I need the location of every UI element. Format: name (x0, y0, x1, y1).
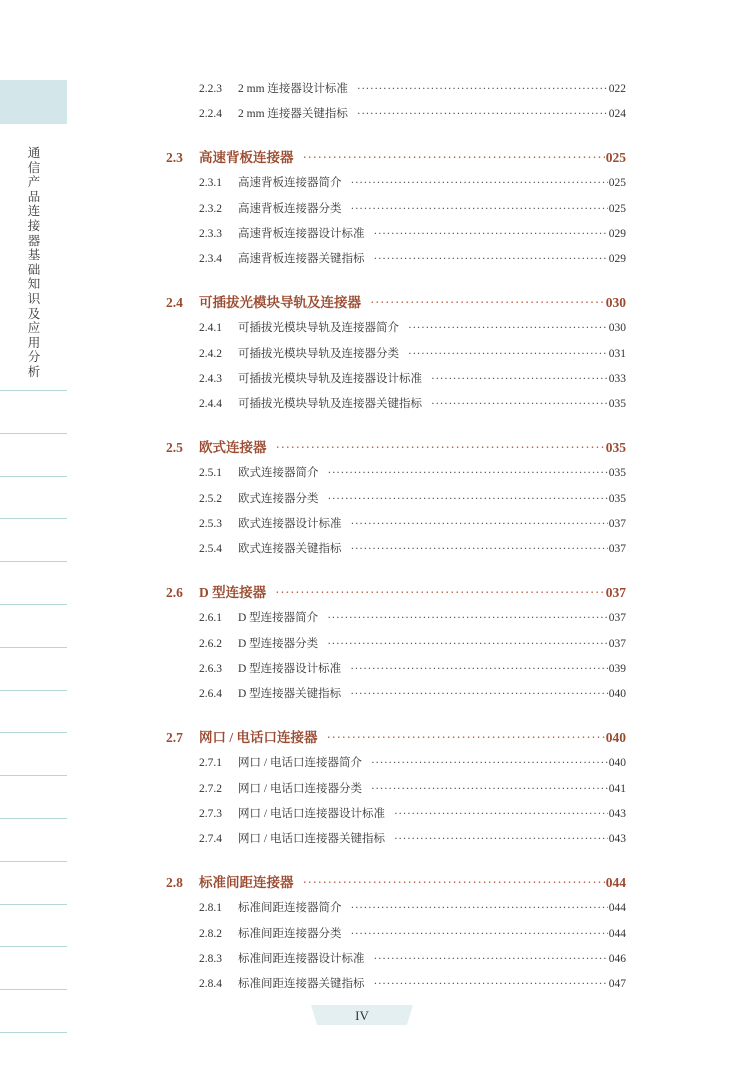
toc-entry-title: 高速背板连接器简介 (238, 177, 342, 190)
dot-leader (374, 228, 608, 240)
toc-entry-number: 2.4.2 (199, 347, 222, 360)
toc-entry-page: 035 (608, 398, 626, 411)
dot-leader (374, 953, 608, 965)
toc-entry-page: 035 (608, 467, 626, 480)
toc-entry-page: 035 (608, 492, 626, 505)
toc-section-entry (166, 291, 626, 311)
toc-subsection-entry (199, 345, 626, 361)
toc-entry-title: 高速背板连接器设计标准 (238, 228, 365, 240)
toc-subsection-entry (199, 975, 626, 991)
dot-leader (350, 688, 608, 700)
toc-entry-page: 044 (608, 927, 626, 940)
toc-section-entry (166, 581, 626, 601)
toc-entry-title: 网口 / 电话口连接器关键指标 (238, 833, 385, 846)
toc-entry-page: 039 (608, 663, 626, 675)
dot-leader (431, 398, 608, 410)
toc-entry-number: 2.3.4 (199, 253, 222, 266)
toc-entry-number: 2.8 (166, 874, 183, 890)
toc-entry-title: 高速背板连接器分类 (238, 202, 342, 215)
dot-leader (408, 322, 608, 334)
toc-subsection-entry (199, 609, 626, 625)
dot-leader (357, 83, 608, 95)
toc-entry-number: 2.5 (166, 439, 183, 455)
toc-entry-number: 2.6.3 (199, 663, 222, 675)
toc-subsection-entry (199, 780, 626, 796)
dot-leader (303, 150, 605, 166)
toc-entry-title: D 型连接器简介 (238, 612, 319, 625)
toc-entry-page: 040 (608, 757, 626, 770)
toc-entry-page: 044 (605, 874, 626, 890)
toc-entry-page: 040 (608, 688, 626, 701)
toc-entry-page: 024 (608, 108, 626, 121)
toc-entry-title: 标准间距连接器分类 (238, 927, 342, 940)
toc-entry-title: 标准间距连接器 (199, 874, 294, 890)
toc-subsection-entry (199, 899, 626, 915)
toc-entry-number: 2.6.4 (199, 688, 222, 701)
toc-entry-page: 029 (608, 228, 626, 240)
toc-entry-title: 可插拔光模块导轨及连接器设计标准 (238, 373, 422, 385)
toc-entry-page: 037 (608, 612, 626, 625)
dot-leader (408, 348, 608, 360)
toc-subsection-entry (199, 225, 626, 241)
toc-entry-number: 2.8.4 (199, 978, 222, 991)
toc-subsection-entry (199, 395, 626, 411)
dot-leader (351, 203, 608, 215)
toc-entry-number: 2.2.3 (199, 83, 222, 95)
toc-entry-page: 037 (608, 518, 626, 530)
toc-entry-title: 网口 / 电话口连接器简介 (238, 757, 362, 770)
dot-leader (351, 928, 608, 940)
toc-entry-number: 2.2.4 (199, 108, 222, 121)
toc-subsection-entry (199, 105, 626, 121)
toc-entry-page: 037 (608, 637, 626, 650)
toc-entry-page: 046 (608, 953, 626, 965)
toc-entry-number: 2.4.3 (199, 373, 222, 385)
toc-subsection-entry (199, 635, 626, 651)
toc-entry-page: 029 (608, 253, 626, 266)
toc-entry-number: 2.3.2 (199, 202, 222, 215)
toc-entry-title: 可插拔光模块导轨及连接器关键指标 (238, 398, 422, 411)
toc-entry-title: 可插拔光模块导轨及连接器分类 (238, 347, 399, 360)
page-number: IV (355, 1008, 369, 1023)
toc-subsection-entry (199, 200, 626, 216)
toc-entry-title: D 型连接器分类 (238, 637, 319, 650)
toc-subsection-entry (199, 174, 626, 190)
toc-entry-title: 高速背板连接器 (199, 149, 294, 165)
toc-subsection-entry (199, 319, 626, 335)
toc-entry-page: 025 (608, 202, 626, 215)
toc-entry-page: 047 (608, 978, 626, 991)
toc-entry-title: 欧式连接器简介 (238, 467, 319, 480)
dot-leader (371, 757, 608, 769)
toc-subsection-entry (199, 754, 626, 770)
dot-leader (357, 108, 608, 120)
dot-leader (351, 177, 608, 189)
toc-entry-title: 2 mm 连接器设计标准 (238, 83, 348, 95)
sidebar-book-title: 通信产品连接器基础知识及应用分析 (27, 145, 41, 379)
toc-entry-number: 2.3.1 (199, 177, 222, 190)
toc-subsection-entry (199, 370, 626, 386)
dot-leader (351, 902, 608, 914)
toc-subsection-entry (199, 685, 626, 701)
toc-entry-title: 网口 / 电话口连接器分类 (238, 782, 362, 795)
toc-entry-number: 2.5.2 (199, 492, 222, 505)
toc-entry-number: 2.4.4 (199, 398, 222, 411)
toc-entry-title: 标准间距连接器简介 (238, 902, 342, 915)
toc-section-entry (166, 436, 626, 456)
dot-leader (328, 493, 608, 505)
dot-leader (303, 875, 605, 891)
toc-entry-title: 2 mm 连接器关键指标 (238, 108, 348, 121)
toc-entry-title: 欧式连接器 (199, 439, 267, 455)
toc-entry-title: 网口 / 电话口连接器 (199, 729, 318, 745)
toc-entry-number: 2.7.3 (199, 808, 222, 820)
toc-entry-page: 043 (608, 833, 626, 846)
toc-entry-number: 2.5.4 (199, 543, 222, 556)
toc-entry-number: 2.7 (166, 729, 183, 745)
toc-entry-number: 2.7.1 (199, 757, 222, 770)
dot-leader (374, 253, 608, 265)
dot-leader (374, 978, 608, 990)
toc-entry-number: 2.3.3 (199, 228, 222, 240)
toc-entry-number: 2.8.2 (199, 927, 222, 940)
toc-entry-page: 035 (605, 439, 626, 455)
toc-section-entry (166, 726, 626, 746)
toc-subsection-entry (199, 80, 626, 96)
toc-entry-page: 030 (608, 322, 626, 335)
dot-leader (328, 467, 608, 479)
toc-entry-page: 025 (608, 177, 626, 190)
toc-subsection-entry (199, 540, 626, 556)
toc-subsection-entry (199, 515, 626, 531)
toc-section-entry (166, 146, 626, 166)
toc-entry-number: 2.4 (166, 294, 183, 310)
toc-subsection-entry (199, 830, 626, 846)
toc-entry-number: 2.5.3 (199, 518, 222, 530)
toc-entry-number: 2.3 (166, 149, 183, 165)
toc-entry-title: 欧式连接器分类 (238, 492, 319, 505)
toc-entry-title: 网口 / 电话口连接器设计标准 (238, 808, 385, 820)
toc-entry-title: D 型连接器设计标准 (238, 663, 342, 675)
dot-leader (350, 663, 608, 675)
dot-leader (370, 295, 605, 311)
toc-entry-title: 标准间距连接器设计标准 (238, 953, 365, 965)
toc-subsection-entry (199, 490, 626, 506)
toc-subsection-entry (199, 925, 626, 941)
toc-entry-number: 2.6 (166, 584, 183, 600)
dot-leader (371, 783, 608, 795)
dot-leader (351, 518, 608, 530)
toc-section-entry (166, 871, 626, 891)
toc-entry-number: 2.7.4 (199, 833, 222, 846)
toc-entry-page: 037 (608, 543, 626, 556)
dot-leader (431, 373, 608, 385)
toc-entry-number: 2.6.1 (199, 612, 222, 625)
toc-entry-page: 041 (608, 782, 626, 795)
toc-subsection-entry (199, 660, 626, 676)
toc-entry-number: 2.8.1 (199, 902, 222, 915)
dot-leader (327, 730, 605, 746)
dot-leader (351, 543, 608, 555)
toc-entry-number: 2.8.3 (199, 953, 222, 965)
toc-entry-title: D 型连接器关键指标 (238, 688, 342, 701)
toc-entry-number: 2.5.1 (199, 467, 222, 480)
toc-entry-page: 040 (605, 729, 626, 745)
toc-entry-page: 031 (608, 347, 626, 360)
toc-entry-page: 022 (608, 83, 626, 95)
toc-subsection-entry (199, 950, 626, 966)
sidebar-rule-line (0, 1032, 67, 1033)
toc-entry-page: 043 (608, 808, 626, 820)
toc-entry-page: 037 (605, 584, 626, 600)
dot-leader (275, 585, 605, 601)
dot-leader (327, 612, 608, 624)
toc-subsection-entry (199, 250, 626, 266)
toc-entry-title: 欧式连接器关键指标 (238, 543, 342, 556)
toc-entry-title: D 型连接器 (199, 584, 267, 600)
toc-entry-title: 高速背板连接器关键指标 (238, 253, 365, 266)
toc-entry-page: 030 (605, 294, 626, 310)
toc-entry-page: 025 (605, 149, 626, 165)
toc-entry-title: 可插拔光模块导轨及连接器简介 (238, 322, 399, 335)
dot-leader (327, 638, 608, 650)
toc-entry-number: 2.7.2 (199, 782, 222, 795)
toc-entry-number: 2.6.2 (199, 637, 222, 650)
toc-entry-number: 2.4.1 (199, 322, 222, 335)
dot-leader (276, 440, 605, 456)
toc-entry-page: 033 (608, 373, 626, 385)
toc-entry-title: 标准间距连接器关键指标 (238, 978, 365, 991)
toc-entry-title: 欧式连接器设计标准 (238, 518, 342, 530)
toc-subsection-entry (199, 805, 626, 821)
toc-entry-title: 可插拔光模块导轨及连接器 (199, 294, 361, 310)
dot-leader (394, 833, 608, 845)
toc-entry-page: 044 (608, 902, 626, 915)
toc-subsection-entry (199, 464, 626, 480)
dot-leader (394, 808, 608, 820)
